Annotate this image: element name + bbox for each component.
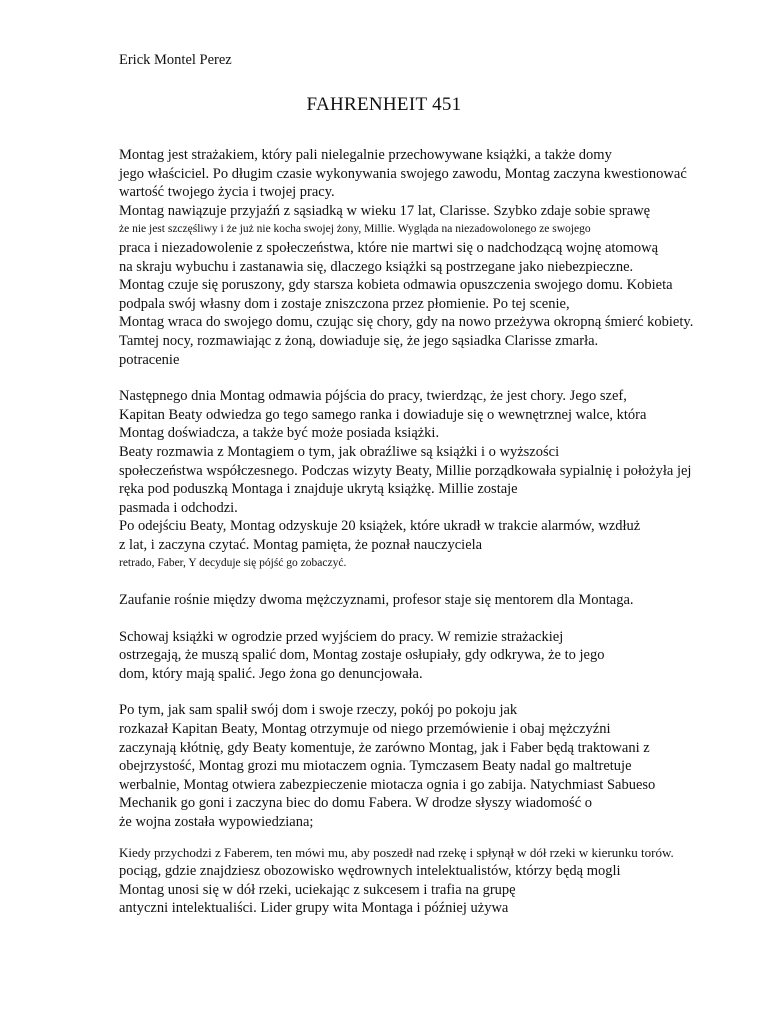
text-line: Montag doświadcza, a także być może posiada książki. — [119, 425, 440, 442]
author-name: Erick Montel Perez — [119, 52, 232, 68]
paragraph — [119, 591, 739, 610]
paragraph — [119, 701, 739, 831]
text-line: praca i niezadowolenie z społeczeństwa, które nie martwi się o nadchodzącą wojnę atomową — [119, 239, 659, 256]
text-line: Zaufanie rośnie między dwoma mężczyznami, profesor staje się mentorem dla Montaga. — [119, 592, 634, 609]
text-line: jego właściciel. Po długim czasie wykonywania swojego zawodu, Montag zaczyna kwestionować — [119, 165, 687, 182]
text-line: Montag wraca do swojego domu, czując się chory, gdy na nowo przeżywa okropną śmierć kobiety. — [119, 314, 694, 331]
text-line: Tamtej nocy, rozmawiając z żoną, dowiaduje się, że jego sąsiadka Clarisse zmarła. — [119, 332, 599, 349]
text-line: na skraju wybuchu i zastanawia się, dlaczego książki są postrzegane jako niebezpieczne. — [119, 258, 634, 275]
text-line: Montag jest strażakiem, który pali nielegalnie przechowywane książki, a także domy — [119, 147, 612, 163]
text-line: antyczni intelektualiści. Lider grupy wita Montaga i później używa — [119, 900, 509, 917]
text-line: pasmada i odchodzi. — [119, 499, 238, 516]
document-body — [119, 146, 739, 918]
text-line: wartość twojego życia i twojej pracy. — [119, 184, 335, 201]
text-line: ostrzegają, że muszą spalić dom, Montag zostaje osłupiały, gdy odkrywa, że to jego — [119, 647, 605, 664]
text-line: ręka pod poduszką Montaga i znajduje ukrytą książkę. Millie zostaje — [119, 481, 518, 498]
text-line: zaczynają kłótnię, gdy Beaty komentuje, że zarówno Montag, jak i Faber będą traktowani z — [119, 739, 650, 756]
text-line: Montag unosi się w dół rzeki, uciekając z sukcesem i trafia na grupę — [119, 881, 516, 898]
text-line: pociąg, gdzie znajdziesz obozowisko wędrownych intelektualistów, którzy będą mogli — [119, 863, 621, 880]
text-line: Montag nawiązuje przyjaźń z sąsiadką w wieku 17 lat, Clarisse. Szybko zdaje sobie sprawę — [119, 202, 651, 219]
paragraph — [119, 844, 739, 918]
text-line: Kiedy przychodzi z Faberem, ten mówi mu, aby poszedł nad rzekę i spłynął w dół rzeki w kierunku torów. — [119, 844, 674, 860]
text-line: Następnego dnia Montag odmawia pójścia do pracy, twierdząc, że jest chory. Jego szef, — [119, 388, 627, 405]
text-line: potracenie — [119, 351, 180, 368]
paragraph — [119, 628, 739, 684]
text-line: podpala swój własny dom i zostaje zniszczona przez płomienie. Po tej scenie, — [119, 295, 570, 312]
text-line: dom, który mają spalić. Jego żona go denuncjowała. — [119, 665, 423, 682]
text-line: że nie jest szczęśliwy i że już nie kocha swojej żony, Millie. Wygląda na niezadowolonego ze swojego — [119, 223, 591, 236]
text-line: Montag czuje się poruszony, gdy starsza kobieta odmawia opuszczenia swojego domu. Kobieta — [119, 277, 673, 294]
text-line: Po tym, jak sam spalił swój dom i swoje rzeczy, pokój po pokoju jak — [119, 702, 518, 719]
text-line: że wojna została wypowiedziana; — [119, 814, 314, 830]
text-line: z lat, i zaczyna czytać. Montag pamięta, że poznał nauczyciela — [119, 536, 483, 553]
text-line: obejrzystość, Montag grozi mu miotaczem ognia. Tymczasem Beaty nadal go maltretuje — [119, 758, 632, 775]
text-line: Beaty rozmawia z Montagiem o tym, jak obraźliwe są książki i o wyższości — [119, 443, 560, 460]
text-line: werbalnie, Montag otwiera zabezpieczenie miotacza ognia i go zabija. Natychmiast Sabueso — [119, 776, 656, 793]
text-line: Kapitan Beaty odwiedza go tego samego ranka i dowiaduje się o wewnętrznej walce, która — [119, 406, 647, 423]
paragraph — [119, 387, 739, 573]
text-line: Schowaj książki w ogrodzie przed wyjściem do pracy. W remizie strażackiej — [119, 628, 564, 645]
paragraph — [119, 146, 739, 369]
document-title: FAHRENHEIT 451 — [306, 94, 462, 115]
text-line: retrado, Faber, Y decyduje się pójść go zobaczyć. — [119, 557, 347, 570]
text-line: Po odejściu Beaty, Montag odzyskuje 20 książek, które ukradł w trakcie alarmów, wzdłuż — [119, 518, 641, 535]
text-line: Mechanik go goni i zaczyna biec do domu Fabera. W drodze słyszy wiadomość o — [119, 795, 592, 812]
text-line: rozkazał Kapitan Beaty, Montag otrzymuje od niego przemówienie i obaj mężczyźni — [119, 721, 611, 738]
text-line: społeczeństwa współczesnego. Podczas wizyty Beaty, Millie porządkowała sypialnię i położyła jej — [119, 462, 692, 479]
